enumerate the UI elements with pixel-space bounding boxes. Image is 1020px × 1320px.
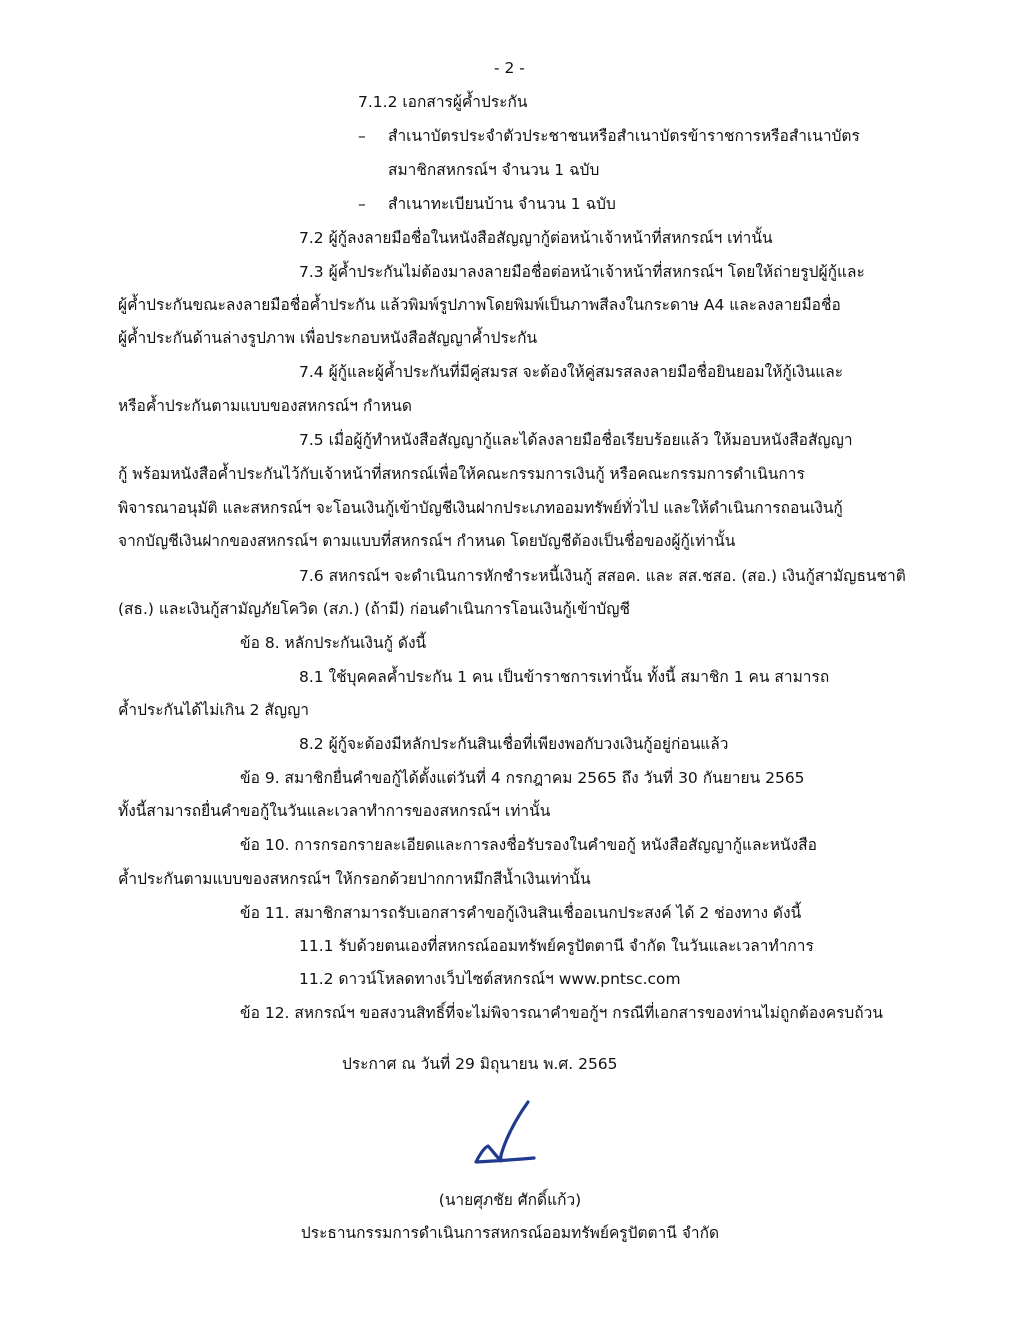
text-line: (สธ.) และเงินกู้สามัญภัยโควิด (สภ.) (ถ้ามี) ก่อนดำเนินการโอนเงินกู้เข้าบัญชี [118, 600, 630, 618]
clause-7-5: 7.5 เมื่อผู้กู้ทำหนังสือสัญญากู้และได้ลงลายมือชื่อเรียบร้อยแล้ว ให้มอบหนังสือสัญญา [299, 431, 853, 449]
clause-10: ข้อ 10. การกรอกรายละเอียดและการลงชื่อรับรองในคำขอกู้ หนังสือสัญญากู้และหนังสือ [240, 836, 817, 854]
clause-11-1: 11.1 รับด้วยตนเองที่สหกรณ์ออมทรัพย์ครูปัตตานี จำกัด ในวันและเวลาทำการ [299, 937, 814, 955]
bullet-dash: – [358, 195, 366, 213]
signature-image [470, 1098, 540, 1166]
announcement-date: ประกาศ ณ วันที่ 29 มิถุนายน พ.ศ. 2565 [342, 1055, 618, 1073]
clause-7-1-2-heading: 7.1.2 เอกสารผู้ค้ำประกัน [358, 93, 528, 111]
text-line: หรือค้ำประกันตามแบบของสหกรณ์ฯ กำหนด [118, 397, 412, 415]
clause-8-2: 8.2 ผู้กู้จะต้องมีหลักประกันสินเชื่อที่เพียงพอกับวงเงินกู้อยู่ก่อนแล้ว [299, 735, 729, 753]
text-line: พิจารณาอนุมัติ และสหกรณ์ฯ จะโอนเงินกู้เข้าบัญชีเงินฝากประเภทออมทรัพย์ทั่วไป และให้ดำเนินการถอนเงินกู้ [118, 499, 843, 517]
text-line: ผู้ค้ำประกันด้านล่างรูปภาพ เพื่อประกอบหนังสือสัญญาค้ำประกัน [118, 329, 538, 347]
signer-title: ประธานกรรมการดำเนินการสหกรณ์ออมทรัพย์ครูปัตตานี จำกัด [300, 1224, 720, 1242]
page-number: - 2 - [494, 59, 525, 77]
clause-12: ข้อ 12. สหกรณ์ฯ ขอสงวนสิทธิ์ที่จะไม่พิจารณาคำขอกู้ฯ กรณีที่เอกสารของท่านไม่ถูกต้องครบถ้วน [240, 1004, 883, 1022]
text-line: ค้ำประกันได้ไม่เกิน 2 สัญญา [118, 701, 309, 719]
clause-7-4: 7.4 ผู้กู้และผู้ค้ำประกันที่มีคู่สมรส จะต้องให้คู่สมรสลงลายมือชื่อยินยอมให้กู้เงินและ [299, 363, 844, 381]
text-line: สำเนาบัตรประจำตัวประชาชนหรือสำเนาบัตรข้าราชการหรือสำเนาบัตร [388, 127, 860, 145]
bullet-dash: – [358, 127, 366, 145]
clause-8-1: 8.1 ใช้บุคคลค้ำประกัน 1 คน เป็นข้าราชการเท่านั้น ทั้งนี้ สมาชิก 1 คน สามารถ [299, 668, 830, 686]
clause-7-6: 7.6 สหกรณ์ฯ จะดำเนินการหักชำระหนี้เงินกู้ สสอค. และ สส.ชสอ. (สอ.) เงินกู้สามัญธนชาติ [299, 567, 906, 585]
text-line: สำเนาทะเบียนบ้าน จำนวน 1 ฉบับ [388, 195, 616, 213]
clause-11-2: 11.2 ดาวน์โหลดทางเว็บไซต์สหกรณ์ฯ www.pntsc.com [299, 970, 681, 988]
clause-8-heading: ข้อ 8. หลักประกันเงินกู้ ดังนี้ [240, 634, 427, 652]
text-line: ทั้งนี้สามารถยื่นคำขอกู้ในวันและเวลาทำการของสหกรณ์ฯ เท่านั้น [118, 802, 551, 820]
clause-11: ข้อ 11. สมาชิกสามารถรับเอกสารคำขอกู้เงินสินเชื่ออเนกประสงค์ ได้ 2 ช่องทาง ดังนี้ [240, 904, 802, 922]
signer-name: (นายศุภชัย ศักดิ์แก้ว) [438, 1191, 582, 1209]
clause-7-2: 7.2 ผู้กู้ลงลายมือชื่อในหนังสือสัญญากู้ต่อหน้าเจ้าหน้าที่สหกรณ์ฯ เท่านั้น [299, 229, 773, 247]
text-line: กู้ พร้อมหนังสือค้ำประกันไว้กับเจ้าหน้าที่สหกรณ์เพื่อให้คณะกรรมการเงินกู้ หรือคณะกรรมการดำเนินการ [118, 465, 805, 483]
text-line: ค้ำประกันตามแบบของสหกรณ์ฯ ให้กรอกด้วยปากกาหมึกสีน้ำเงินเท่านั้น [118, 870, 591, 888]
text-line: สมาชิกสหกรณ์ฯ จำนวน 1 ฉบับ [388, 161, 600, 179]
text-line: จากบัญชีเงินฝากของสหกรณ์ฯ ตามแบบที่สหกรณ์ฯ กำหนด โดยบัญชีต้องเป็นชื่อของผู้กู้เท่านั้น [118, 532, 736, 550]
clause-7-3: 7.3 ผู้ค้ำประกันไม่ต้องมาลงลายมือชื่อต่อหน้าเจ้าหน้าที่สหกรณ์ฯ โดยให้ถ่ายรูปผู้กู้และ [299, 263, 865, 281]
clause-9: ข้อ 9. สมาชิกยื่นคำขอกู้ได้ตั้งแต่วันที่ 4 กรกฎาคม 2565 ถึง วันที่ 30 กันยายน 2565 [240, 769, 805, 787]
text-line: ผู้ค้ำประกันขณะลงลายมือชื่อค้ำประกัน แล้วพิมพ์รูปภาพโดยพิมพ์เป็นภาพสีลงในกระดาษ A4 และลงลายมือชื่อ [118, 296, 841, 314]
